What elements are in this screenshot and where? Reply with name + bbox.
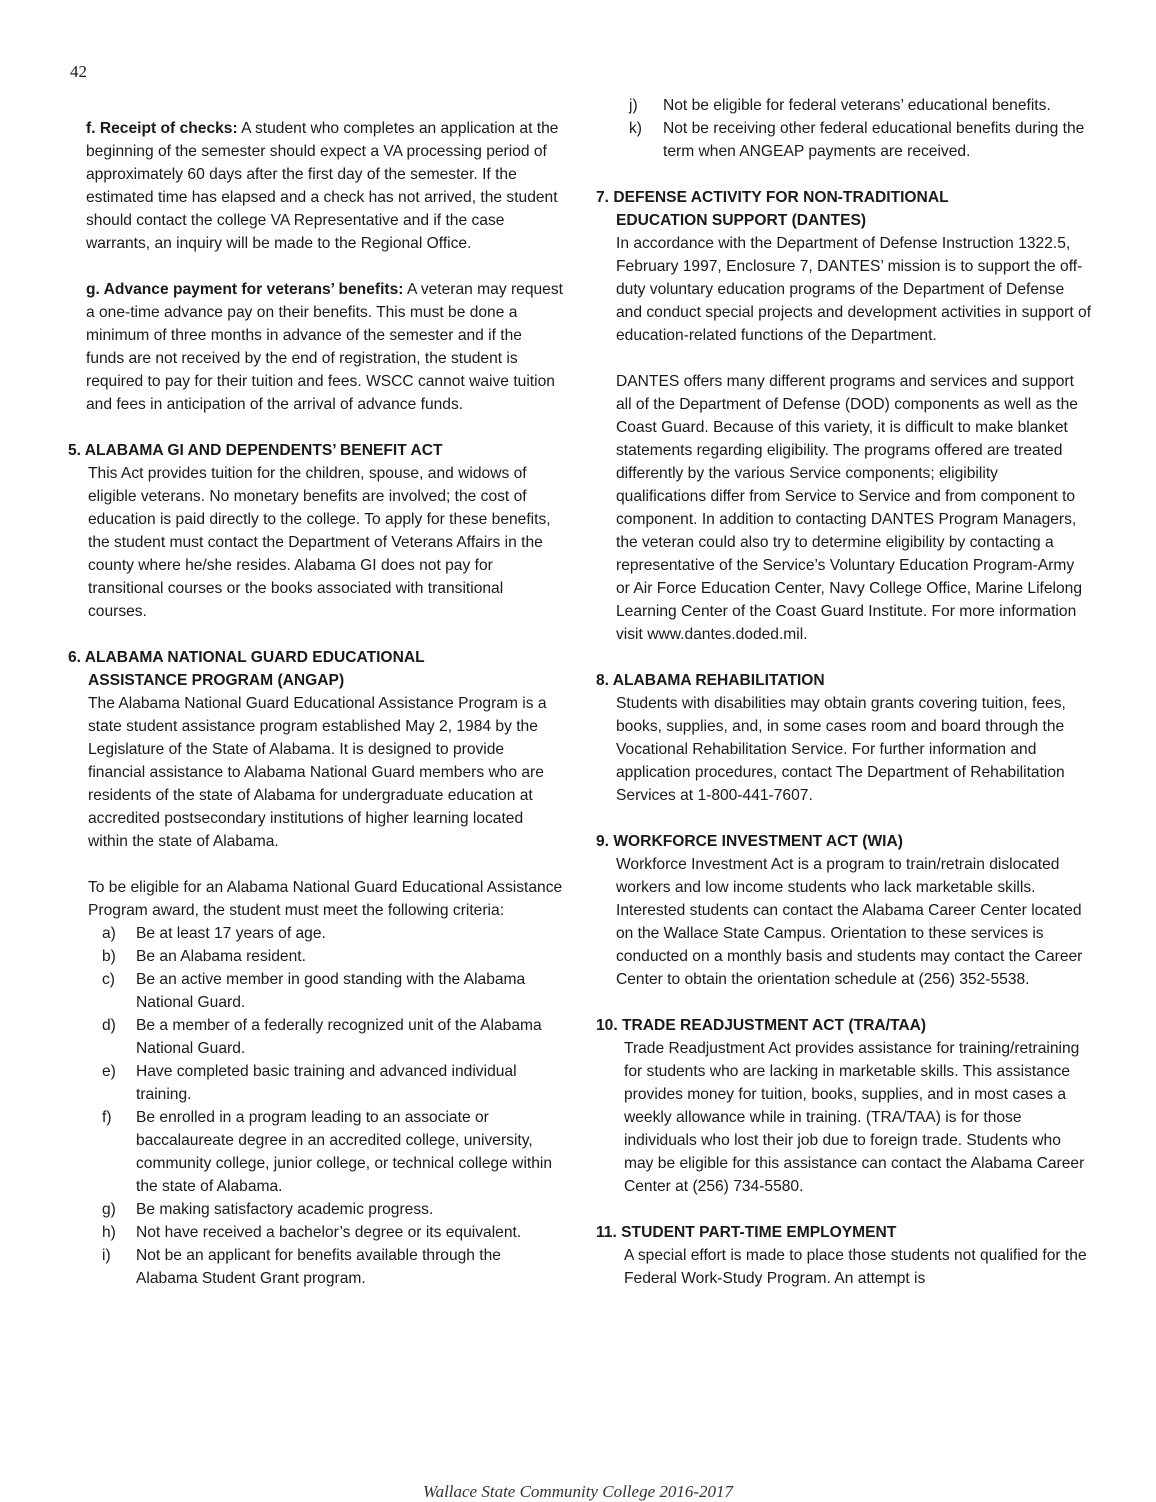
- section-8-text: Students with disabilities may obtain grants covering tuition, fees, books, supplies, and, in some cases room and board through the Vocational Rehabilitation Service. For further information and application procedures, contact The Department of Rehabilitation Services at 1-800-441-7607.: [616, 695, 1066, 804]
- page-number: 42: [70, 62, 87, 81]
- receipt-of-checks-label: f. Receipt of checks:: [86, 120, 238, 137]
- section-7-text-2: DANTES offers many different programs and services and support all of the Department of Defense (DOD) components as well as the Coast Guard. Because of this variety, it is difficult to make blanket statements regarding eligibility. The programs offered are treated differently by the various Service components; eligibility qualifications differ from Service to Service and from component to component. In addition to contacting DANTES Program Managers, the veteran could also try to determine eligibility by contacting a representative of the Service’s Voluntary Education Program-Army or Air Force Education Center, Navy College Office, Marine Lifelong Learning Center of the Coast Guard Institute. For more information visit www.dantes.doded.mil.: [616, 373, 1083, 643]
- list-item: [68, 945, 564, 968]
- section-6-heading-line2: ASSISTANCE PROGRAM (ANGAP): [88, 672, 345, 689]
- list-item: [68, 1014, 564, 1060]
- list-marker: g): [102, 1201, 116, 1218]
- section-6-heading: [68, 646, 564, 692]
- list-marker: i): [102, 1247, 111, 1264]
- criteria-list: [68, 922, 564, 1290]
- list-item-text: Be at least 17 years of age.: [136, 925, 326, 942]
- list-item-text: Not be an applicant for benefits available through the Alabama Student Grant program.: [136, 1247, 501, 1287]
- section-5-heading: 5. ALABAMA GI AND DEPENDENTS’ BENEFIT ACT: [68, 442, 443, 459]
- receipt-of-checks-text: A student who completes an application at the beginning of the semester should expect a VA processing period of approximately 60 days after the first day of the semester. If the estimated time has elapsed and a check has not arrived, the student should contact the college VA Representative and if the case warrants, an inquiry will be made to the Regional Office.: [86, 120, 559, 252]
- section-7-heading: [596, 186, 1092, 232]
- list-marker: b): [102, 948, 116, 965]
- list-item-text: Not be receiving other federal educational benefits during the term when ANGEAP payments are received.: [663, 120, 1085, 160]
- list-item-text: Have completed basic training and advanced individual training.: [136, 1063, 517, 1103]
- list-marker: e): [102, 1063, 116, 1080]
- list-item-text: Not have received a bachelor’s degree or its equivalent.: [136, 1224, 522, 1241]
- list-item: [68, 1244, 564, 1290]
- list-marker: c): [102, 971, 115, 988]
- page-footer: Wallace State Community College 2016-2017: [422, 1482, 734, 1501]
- list-item: [68, 1060, 564, 1106]
- list-marker: f): [102, 1109, 112, 1126]
- list-marker: h): [102, 1224, 116, 1241]
- section-5-text: This Act provides tuition for the children, spouse, and widows of eligible veterans. No monetary benefits are involved; the cost of education is paid directly to the college. To apply for these benefits, the student must contact the Department of Veterans Affairs in the county where he/she resides. Alabama GI does not pay for transitional courses or the books associated with transitional courses.: [88, 465, 551, 620]
- section-10-heading: 10. TRADE READJUSTMENT ACT (TRA/TAA): [596, 1017, 927, 1034]
- list-item: [68, 1221, 564, 1244]
- right-column: [596, 94, 1092, 1290]
- list-marker: j): [629, 97, 638, 114]
- section-7-heading-line1: 7. DEFENSE ACTIVITY FOR NON-TRADITIONAL: [596, 189, 949, 206]
- list-item-text: Be a member of a federally recognized unit of the Alabama National Guard.: [136, 1017, 542, 1057]
- list-marker: d): [102, 1017, 116, 1034]
- criteria-list-continued: [596, 94, 1092, 163]
- section-6-heading-line1: 6. ALABAMA NATIONAL GUARD EDUCATIONAL: [68, 649, 425, 666]
- list-item: [68, 1106, 564, 1198]
- section-7-heading-line2: EDUCATION SUPPORT (DANTES): [616, 212, 867, 229]
- advance-payment-text: A veteran may request a one-time advance pay on their benefits. This must be done a minimum of three months in advance of the semester and if the funds are not received by the end of registration, the student is required to pay for their tuition and fees. WSCC cannot waive tuition and fees in anticipation of the arrival of advance funds.: [86, 281, 563, 413]
- list-item: [68, 922, 564, 945]
- list-item-text: Be making satisfactory academic progress.: [136, 1201, 434, 1218]
- advance-payment-label: g. Advance payment for veterans’ benefits:: [86, 281, 404, 298]
- paragraph-advance-payment: [68, 278, 564, 416]
- section-6-criteria-intro: To be eligible for an Alabama National Guard Educational Assistance Program award, the student must meet the following criteria:: [88, 879, 563, 919]
- section-10-text: Trade Readjustment Act provides assistance for training/retraining for students who are lacking in marketable skills. This assistance provides money for tuition, books, supplies, and in most cases a weekly allowance while in training. (TRA/TAA) is for those individuals who lost their job due to foreign trade. Students who may be eligible for this assistance can contact the Alabama Career Center at (256) 734-5580.: [624, 1040, 1085, 1195]
- section-6-text: The Alabama National Guard Educational Assistance Program is a state student assistance program established May 2, 1984 by the Legislature of the State of Alabama. It is designed to provide financial assistance to Alabama National Guard members who are residents of the state of Alabama for undergraduate education at accredited postsecondary institutions of higher learning located within the state of Alabama.: [88, 695, 547, 850]
- section-11-heading: 11. STUDENT PART-TIME EMPLOYMENT: [596, 1224, 897, 1241]
- list-item: [68, 968, 564, 1014]
- list-item-text: Be an Alabama resident.: [136, 948, 306, 965]
- section-8-heading: 8. ALABAMA REHABILITATION: [596, 672, 825, 689]
- section-11-text: A special effort is made to place those students not qualified for the Federal Work-Study Program. An attempt is: [624, 1247, 1087, 1287]
- list-item: [596, 117, 1092, 163]
- list-item-text: Not be eligible for federal veterans’ educational benefits.: [663, 97, 1051, 114]
- section-9-text: Workforce Investment Act is a program to train/retrain dislocated workers and low income students who lack marketable skills. Interested students can contact the Alabama Career Center located on the Wallace State Campus. Orientation to these services is conducted on a monthly basis and students may contact the Career Center to obtain the orientation schedule at (256) 352-5538.: [616, 856, 1083, 988]
- section-9-heading: 9. WORKFORCE INVESTMENT ACT (WIA): [596, 833, 903, 850]
- left-column: [68, 94, 564, 1290]
- list-marker: k): [629, 120, 642, 137]
- list-item-text: Be enrolled in a program leading to an associate or baccalaureate degree in an accredited college, university, community college, junior college, or technical college within the state of Alabama.: [136, 1109, 553, 1195]
- list-marker: a): [102, 925, 116, 942]
- paragraph-receipt-of-checks: [68, 117, 564, 255]
- list-item-text: Be an active member in good standing with the Alabama National Guard.: [136, 971, 526, 1011]
- section-7-text-1: In accordance with the Department of Defense Instruction 1322.5, February 1997, Enclosure 7, DANTES’ mission is to support the off-duty voluntary education programs of the Department of Defense and conduct special projects and development activities in support of education-related functions of the Department.: [616, 235, 1092, 344]
- list-item: [68, 1198, 564, 1221]
- list-item: [596, 94, 1092, 117]
